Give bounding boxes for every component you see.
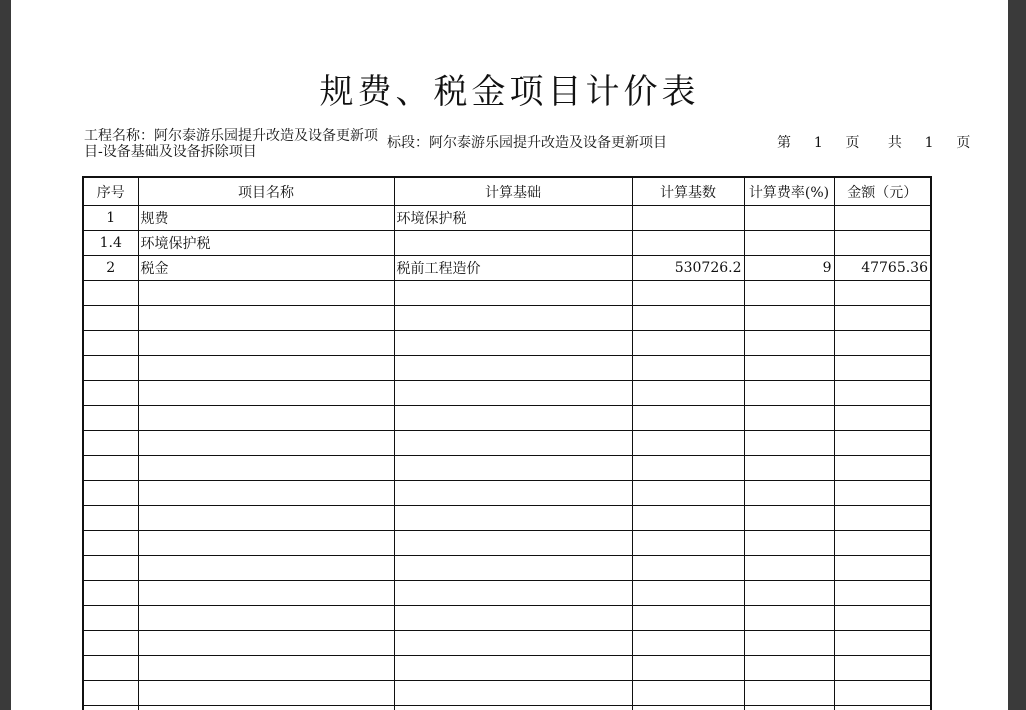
- table-cell: [394, 531, 632, 556]
- table-cell: 1.4: [83, 231, 138, 256]
- table-cell: [834, 431, 931, 456]
- table-cell: [834, 331, 931, 356]
- table-cell: [744, 681, 834, 706]
- table-row: [83, 281, 931, 306]
- table-cell: [744, 556, 834, 581]
- table-cell: [394, 431, 632, 456]
- table-cell: [83, 681, 138, 706]
- table-cell: [138, 706, 394, 710]
- table-cell: [138, 606, 394, 631]
- table-row: [83, 231, 931, 256]
- table-row: [83, 206, 931, 231]
- table-cell: [138, 456, 394, 481]
- table-cell: [744, 656, 834, 681]
- column-header: 项目名称: [138, 177, 394, 206]
- table-cell: [632, 581, 744, 606]
- table-cell: [632, 656, 744, 681]
- column-header: 计算费率(%): [744, 177, 834, 206]
- table-cell: [394, 656, 632, 681]
- table-cell: [834, 356, 931, 381]
- table-cell: [632, 381, 744, 406]
- table-cell: [394, 631, 632, 656]
- table-cell: [632, 431, 744, 456]
- table-cell: [83, 631, 138, 656]
- table-cell: 1: [83, 206, 138, 231]
- page-word: 页: [956, 135, 972, 151]
- table-row: [83, 406, 931, 431]
- table-cell: [744, 206, 834, 231]
- table-cell: [632, 206, 744, 231]
- table-cell: [394, 706, 632, 710]
- table-row: [83, 581, 931, 606]
- table-cell: [834, 506, 931, 531]
- table-cell: [394, 456, 632, 481]
- table-cell: [744, 531, 834, 556]
- table-cell: [394, 306, 632, 331]
- table-row: [83, 381, 931, 406]
- table-row: [83, 481, 931, 506]
- table-cell: [138, 531, 394, 556]
- table-cell: [83, 706, 138, 710]
- table-cell: 2: [83, 256, 138, 281]
- table-cell: [834, 206, 931, 231]
- table-cell: 环境保护税: [394, 206, 632, 231]
- section-label: 标段：阿尔泰游乐园提升改造及设备更新项目: [387, 135, 667, 151]
- table-cell: [83, 456, 138, 481]
- table-row: [83, 556, 931, 581]
- table-cell: [83, 581, 138, 606]
- table-cell: [83, 381, 138, 406]
- table-cell: [83, 431, 138, 456]
- page-current: 1: [813, 135, 824, 151]
- table-cell: [834, 481, 931, 506]
- table-cell: [138, 431, 394, 456]
- table-row: [83, 456, 931, 481]
- table-cell: [632, 331, 744, 356]
- table-cell: [138, 506, 394, 531]
- table-cell: [394, 231, 632, 256]
- table-cell: [394, 356, 632, 381]
- table-cell: [834, 381, 931, 406]
- table-cell: 47765.36: [834, 256, 931, 281]
- table-cell: [744, 406, 834, 431]
- table-cell: [83, 306, 138, 331]
- table-cell: [632, 606, 744, 631]
- table-cell: [394, 331, 632, 356]
- table-cell: [744, 606, 834, 631]
- table-cell: [744, 506, 834, 531]
- table-cell: [834, 706, 931, 710]
- table-cell: [138, 356, 394, 381]
- table-cell: [744, 581, 834, 606]
- table-cell: [834, 681, 931, 706]
- table-cell: [138, 681, 394, 706]
- table-row: [83, 681, 931, 706]
- column-header: 计算基数: [632, 177, 744, 206]
- table-cell: [744, 706, 834, 710]
- table-cell: [394, 506, 632, 531]
- fee-tax-table: [82, 176, 932, 710]
- table-cell: [138, 306, 394, 331]
- table-cell: [834, 531, 931, 556]
- table-row: [83, 256, 931, 281]
- table-cell: [744, 456, 834, 481]
- table-cell: [394, 381, 632, 406]
- table-cell: 9: [744, 256, 834, 281]
- table-cell: [138, 656, 394, 681]
- table-cell: [834, 656, 931, 681]
- table-cell: [834, 581, 931, 606]
- table-cell: [632, 281, 744, 306]
- table-cell: [744, 306, 834, 331]
- table-cell: 环境保护税: [138, 231, 394, 256]
- table-cell: [138, 481, 394, 506]
- table-row: [83, 331, 931, 356]
- table-cell: [632, 506, 744, 531]
- table-cell: [138, 406, 394, 431]
- table-cell: [138, 381, 394, 406]
- table-cell: [83, 331, 138, 356]
- column-header: 计算基础: [394, 177, 632, 206]
- table-cell: [834, 406, 931, 431]
- table-cell: 税金: [138, 256, 394, 281]
- page-number: [777, 135, 971, 151]
- table-cell: [394, 406, 632, 431]
- table-cell: [83, 556, 138, 581]
- table-cell: [83, 606, 138, 631]
- table-cell: [394, 556, 632, 581]
- table-cell: [834, 231, 931, 256]
- table-cell: [83, 531, 138, 556]
- table-cell: 530726.2: [632, 256, 744, 281]
- table-cell: [138, 581, 394, 606]
- table-cell: [394, 581, 632, 606]
- table-row: [83, 506, 931, 531]
- table-cell: [744, 631, 834, 656]
- table-cell: [744, 481, 834, 506]
- page-word: 第: [777, 135, 792, 151]
- table-cell: [83, 406, 138, 431]
- table-cell: [83, 656, 138, 681]
- table-cell: [394, 681, 632, 706]
- page-total: 1: [924, 135, 935, 151]
- page-word: 页: [845, 135, 861, 151]
- page-title: 规费、税金项目计价表: [319, 72, 700, 112]
- table-cell: [138, 331, 394, 356]
- table-cell: [744, 281, 834, 306]
- table-cell: [632, 406, 744, 431]
- table-cell: [744, 381, 834, 406]
- table-cell: [744, 431, 834, 456]
- table-row: [83, 706, 931, 710]
- table-cell: [834, 306, 931, 331]
- table-cell: 规费: [138, 206, 394, 231]
- table-row: [83, 531, 931, 556]
- table-cell: [632, 456, 744, 481]
- table-cell: [632, 531, 744, 556]
- column-header: 金额（元）: [834, 177, 931, 206]
- table-cell: [834, 281, 931, 306]
- table-cell: [632, 556, 744, 581]
- table-cell: [632, 481, 744, 506]
- table-cell: [83, 506, 138, 531]
- table-cell: [632, 681, 744, 706]
- document-page: [11, 0, 1008, 710]
- table-row: [83, 631, 931, 656]
- project-name: 工程名称：阿尔泰游乐园提升改造及设备更新项目-设备基础及设备拆除项目: [84, 128, 378, 160]
- table-cell: [83, 481, 138, 506]
- table-cell: [138, 631, 394, 656]
- table-cell: [834, 456, 931, 481]
- table-header-row: [83, 177, 931, 206]
- table-cell: [632, 231, 744, 256]
- page-word: 共: [887, 135, 903, 151]
- table-row: [83, 656, 931, 681]
- table-cell: [83, 356, 138, 381]
- table-cell: [744, 356, 834, 381]
- table-cell: [834, 556, 931, 581]
- table-row: [83, 356, 931, 381]
- table-cell: [632, 306, 744, 331]
- table-cell: [744, 231, 834, 256]
- table-cell: [834, 631, 931, 656]
- table-cell: [83, 281, 138, 306]
- column-header: 序号: [83, 177, 138, 206]
- table-cell: [632, 631, 744, 656]
- table-cell: 税前工程造价: [394, 256, 632, 281]
- table-row: [83, 606, 931, 631]
- table-row: [83, 431, 931, 456]
- table-row: [83, 306, 931, 331]
- table-cell: [138, 556, 394, 581]
- table-cell: [632, 356, 744, 381]
- table-cell: [744, 331, 834, 356]
- table-cell: [394, 606, 632, 631]
- table-cell: [394, 481, 632, 506]
- table-cell: [138, 281, 394, 306]
- table-cell: [394, 281, 632, 306]
- table-cell: [834, 606, 931, 631]
- table-cell: [632, 706, 744, 710]
